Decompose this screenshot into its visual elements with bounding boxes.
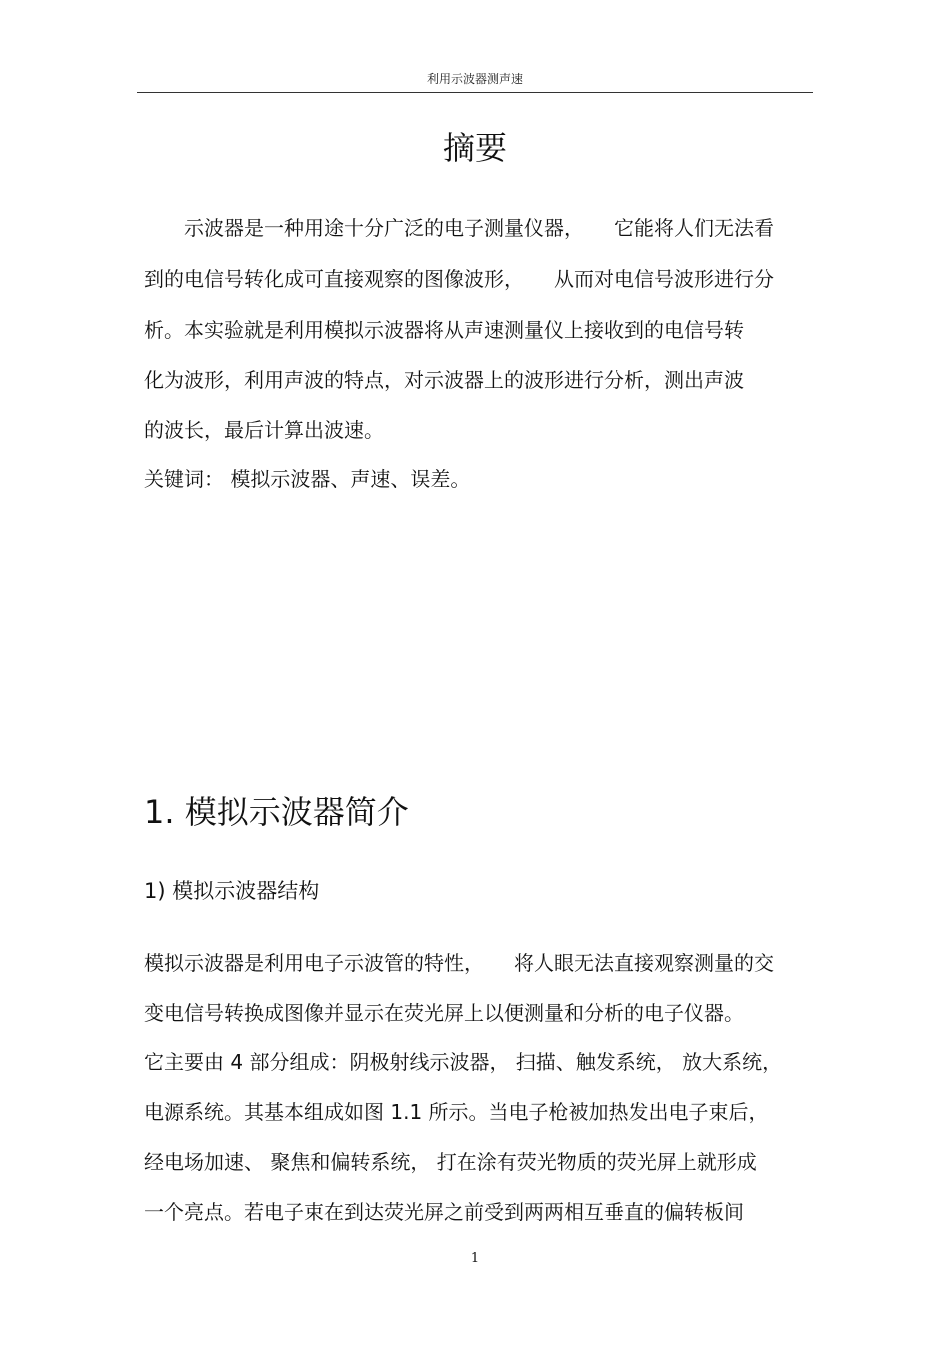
abstract-title: 摘要 [442, 129, 507, 167]
running-header: 利用示波器测声速 [426, 72, 523, 86]
section-heading: 1. 模拟示波器简介 [144, 793, 409, 831]
body-line: 变电信号转换成图像并显示在荧光屏上以便测量和分析的电子仪器。 [144, 1001, 744, 1025]
keywords-line: 关键词： 模拟示波器、声速、误差。 [144, 467, 471, 491]
abstract-line: 示波器是一种用途十分广泛的电子测量仪器， 它能将人们无法看 [144, 216, 774, 240]
abstract-line: 到的电信号转化成可直接观察的图像波形， 从而对电信号波形进行分 [144, 267, 774, 291]
abstract-line: 的波长，最后计算出波速。 [144, 418, 384, 442]
body-line: 模拟示波器是利用电子示波管的特性， 将人眼无法直接观察测量的交 [144, 951, 774, 975]
body-line: 一个亮点。若电子束在到达荧光屏之前受到两两相互垂直的偏转板间 [144, 1200, 744, 1224]
body-line: 经电场加速、 聚焦和偏转系统， 打在涂有荧光物质的荧光屏上就形成 [144, 1150, 757, 1174]
abstract-line: 析。本实验就是利用模拟示波器将从声速测量仪上接收到的电信号转 [144, 318, 744, 342]
subsection-heading: 1) 模拟示波器结构 [144, 879, 320, 903]
header-rule [137, 92, 813, 93]
body-line: 它主要由 4 部分组成：阴极射线示波器， 扫描、触发系统， 放大系统， [144, 1050, 783, 1074]
page-number: 1 [470, 1251, 480, 1266]
abstract-line: 化为波形，利用声波的特点，对示波器上的波形进行分析，测出声波 [144, 368, 744, 392]
body-line: 电源系统。其基本组成如图 1.1 所示。当电子枪被加热发出电子束后， [144, 1100, 769, 1124]
